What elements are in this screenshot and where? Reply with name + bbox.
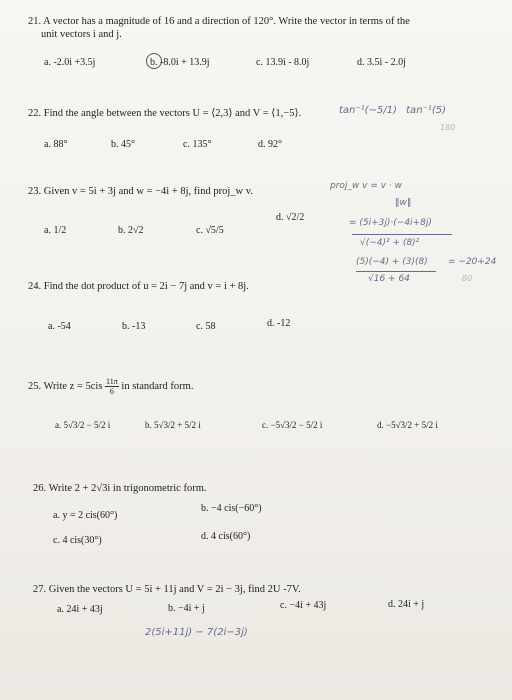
q27-option-c[interactable]: c. −4i + 43j (280, 600, 327, 611)
q22-option-d[interactable]: d. 92° (258, 139, 282, 150)
q21-option-b[interactable]: b. -8.0i + 13.9j (150, 57, 210, 68)
q24-option-b[interactable]: b. -13 (122, 321, 146, 332)
q23-hw-line6: √16 + 64 (368, 274, 410, 284)
q27-option-b[interactable]: b. −4i + j (168, 603, 205, 614)
q25-stem (28, 377, 193, 396)
q23-hw-line8: 80 (462, 274, 473, 283)
q25-number: 25. (28, 380, 42, 392)
q23-hw-line4: √(−4)² + (8)² (360, 238, 420, 248)
q21-text-line2: unit vectors i and j. (41, 29, 122, 40)
q26-option-d[interactable]: d. 4 cis(60°) (201, 531, 251, 542)
q26-option-b[interactable]: b. −4 cis(−60°) (201, 503, 262, 514)
q22-option-c[interactable]: c. 135° (183, 139, 212, 150)
q22-hw-tan1: tan⁻¹(−5/1) (339, 105, 397, 116)
q27-option-a[interactable]: a. 24i + 43j (57, 604, 103, 615)
q22-number: 22. (28, 108, 42, 119)
q26-stem (33, 482, 207, 495)
fraction-bar (352, 234, 452, 235)
q23-hw-line5: (5)(−4) + (3)(8) (356, 257, 428, 267)
q24-text: Find the dot product of u = 2i − 7j and v = i + 8j. (43, 281, 249, 292)
q25-option-b[interactable]: b. 5√3/2 + 5/2 i (145, 420, 201, 430)
q21-text-line1: A vector has a magnitude of 16 and a direction of 120°. Write the vector in terms of the (43, 16, 410, 27)
q22-option-b[interactable]: b. 45° (111, 139, 135, 150)
q26-number: 26. (33, 483, 47, 494)
q23-text: Given v = 5i + 3j and w = −4i + 8j, find proj_w v. (43, 186, 253, 197)
q27-text: Given the vectors U = 5i + 11j and V = 2i − 3j, find 2U -7V. (48, 584, 301, 595)
q25-fraction (105, 377, 119, 396)
q25-text-pre: Write z = 5cis (43, 380, 103, 392)
q21-option-c[interactable]: c. 13.9i - 8.0j (256, 57, 310, 68)
q23-option-b[interactable]: b. 2√2 (118, 225, 144, 236)
q27-handwriting-work: 2(5i+11j) − 7(2i−3j) (145, 627, 248, 638)
q25-frac-den: 6 (109, 387, 114, 396)
q24-option-a[interactable]: a. -54 (48, 321, 71, 332)
q25-text-post: in standard form. (121, 380, 194, 392)
q25-option-a[interactable]: a. 5√3/2 − 5/2 i (55, 420, 111, 430)
q23-option-a[interactable]: a. 1/2 (44, 225, 67, 236)
q26-text: Write 2 + 2√3i in trigonometric form. (48, 483, 207, 494)
q22-option-a[interactable]: a. 88° (44, 139, 68, 150)
q23-option-d[interactable]: d. √2/2 (276, 212, 305, 223)
q23-number: 23. (28, 186, 42, 197)
q23-stem (28, 185, 253, 198)
q22-text: Find the angle between the vectors U = ⟨2,3⟩ and V = ⟨1,−5⟩. (43, 108, 302, 119)
q21-number: 21. (28, 16, 42, 27)
q27-stem (33, 583, 301, 596)
q21-stem (28, 15, 410, 28)
q23-hw-line1: proj_w v = v · w (330, 181, 402, 191)
fraction-bar (356, 271, 436, 272)
q21-option-d[interactable]: d. 3.5i - 2.0j (357, 57, 406, 68)
q22-stem (28, 107, 301, 120)
q25-frac-num: 11π (106, 377, 118, 386)
q24-option-d[interactable]: d. -12 (267, 318, 291, 329)
q27-option-d[interactable]: d. 24i + j (388, 599, 425, 610)
q24-stem (28, 280, 249, 293)
q25-option-c[interactable]: c. −5√3/2 − 5/2 i (262, 420, 323, 430)
q22-hw-180: 180 (440, 123, 456, 132)
q23-hw-line7: = −20+24 (448, 257, 497, 267)
q22-handwriting-work (339, 105, 446, 116)
q24-number: 24. (28, 281, 42, 292)
q23-option-c[interactable]: c. √5/5 (196, 225, 224, 236)
q23-hw-line2: ‖w‖ (395, 198, 412, 208)
q26-option-a[interactable]: a. y = 2 cis(60°) (53, 510, 118, 521)
q27-number: 27. (33, 584, 47, 595)
q23-hw-line3: = (5i+3j)·(−4i+8j) (349, 218, 432, 228)
q26-option-c[interactable]: c. 4 cis(30°) (53, 535, 102, 546)
q25-option-d[interactable]: d. −5√3/2 + 5/2 i (377, 420, 438, 430)
q24-option-c[interactable]: c. 58 (196, 321, 216, 332)
q22-hw-tan2: tan⁻¹(5) (406, 105, 446, 116)
q21-option-a[interactable]: a. -2.0i +3.5j (44, 57, 96, 68)
